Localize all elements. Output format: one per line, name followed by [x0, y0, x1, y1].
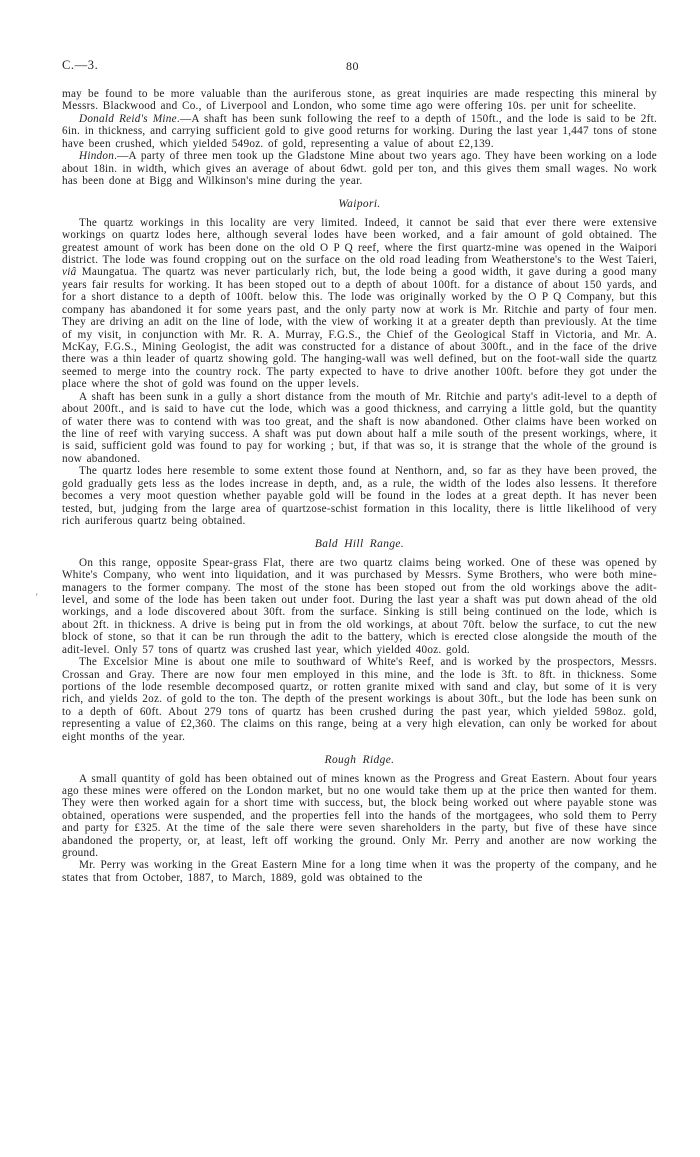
paragraph	[62, 773, 657, 860]
paragraph	[62, 391, 657, 466]
italic-lead-text: viâ	[62, 266, 77, 279]
paragraph	[62, 859, 657, 884]
paragraph-text: Mr. Perry was working in the Great Eastern Mine for a long time when it was the property of the company, and he states that from October, 1887, to March, 1889, gold was obtained to the	[62, 859, 657, 884]
paragraph-text: A small quantity of gold has been obtained out of mines known as the Progress and Great Eastern. About four years ago these mines were offered on the London market, but no one would take them up at the price then wanted for them. They were then worked again for a short time with success, but, the block being worked out where payable stone was obtained, operations were suspended, and the properties fell into the hands of the mortgagees, who sold them to Perry and party for £325. At the time of the sale there were seven shareholders in the party, but five of these have since abandoned the property, or, at least, left off working the ground. Only Mr. Perry and another are now working the ground.	[62, 772, 657, 860]
section-heading: Waipori.	[338, 198, 381, 211]
paragraph	[62, 557, 657, 656]
paragraph-text: may be found to be more valuable than the auriferous stone, as great inquiries are made respecting this mineral by Messrs. Blackwood and Co., of Liverpool and London, who some time ago were offering 10s. per unit for scheelite.	[62, 88, 657, 113]
paragraph	[62, 113, 657, 150]
paragraph-text: .—A party of three men took up the Gladstone Mine about two years ago. They have been working on a lode about 18in. in width, which gives an average of about 6dwt. gold per ton, and this gives them small wages. No work has been done at Bigg and Wilkinson's mine during the year.	[62, 150, 657, 187]
section-heading: Bald Hill Range.	[314, 538, 405, 551]
paragraph-text: A shaft has been sunk in a gully a short distance from the mouth of Mr. Ritchie and party's adit-level to a depth of about 200ft., and is said to have cut the lode, which was a good thickness, and carrying a little gold, but the quantity of water there was to contend with was too great, and the shaft is now abandoned. Other claims have been worked on the line of reef with varying success. A shaft was put down about half a mile south of the present workings, where, it is said, sufficient gold was found to pay for working ; but, if that was so, it is strange that the whole of the ground is now abandoned.	[62, 390, 657, 465]
paragraph-text: Maungatua. The quartz was never particularly rich, but, the lode being a good width, it gave during a good many years fair results for working. It has been stoped out to a depth of about 100ft. for a distance of about 150 yards, and for a short distance to a depth of 100ft. below this. The lode was originally worked by the O P Q Company, but this company has abandoned it for some years past, and the only party now at work is Mr. Ritchie and party of four men. They are driving an adit on the line of lode, with the view of working it at a greater depth than previously. At the time of my visit, in conjunction with Mr. R. A. Murray, F.G.S., the Chief of the Geological Staff in Victoria, and Mr. A. McKay, F.G.S., Mining Geologist, the adit was constructed for a distance of about 300ft., and in the face of the drive there was a thin leader of quartz showing gold. The hanging-wall was well defined, but on the foot-wall side the quartz seemed to merge into the country rock. The party expected to have to drive another 100ft. before they got under the place where the shot of gold was found on the upper levels.	[62, 266, 657, 391]
page-number: 80	[346, 59, 359, 73]
running-header	[62, 58, 657, 76]
paragraph	[62, 656, 657, 743]
scan-speck: '	[36, 592, 38, 602]
paragraph-text: On this range, opposite Spear-grass Flat, there are two quartz claims being worked. One of these was opened by White's Company, who went into liquidation, and it was purchased by Messrs. Syme Brothers, who were both mine-managers to the former company. The most of the stone has been stoped out from the old workings above the adit-level, and some of the lode has been taken out under foot. During the last year a shaft was put down ahead of the old workings, and a lode discovered about 30ft. from the surface. Sinking is still being continued on the lode, which is about 2ft. in thickness. A drive is being put in from the old workings, at about 70ft. below the surface, to cut the new block of stone, so that it can be run through the adit to the battery, which is erected close alongside the mouth of the adit-level. Only 57 tons of quartz was crushed last year, which yielded 40oz. gold.	[62, 556, 657, 656]
paragraph	[62, 88, 657, 113]
paragraph	[62, 217, 657, 391]
italic-lead-text: Hindon	[79, 150, 115, 163]
document-body	[62, 88, 657, 884]
section-heading: Rough Ridge.	[324, 754, 395, 767]
paragraph-text: The quartz workings in this locality are very limited. Indeed, it cannot be said that ever there were extensive workings on quartz lodes here, although several lodes have been worked, and a fair amount of gold obtained. The greatest amount of work has been done on the old O P Q reef, where the first quartz-mine was opened in the Waipori district. The lode was found cropping out on the surface on the old road leading from Weatherstone's to the West Taieri,	[62, 216, 657, 267]
paragraph	[62, 150, 657, 187]
paragraph	[62, 465, 657, 527]
italic-lead-text: Donald Reid's Mine	[79, 112, 177, 125]
paragraph-text: The Excelsior Mine is about one mile to southward of White's Reef, and is worked by the prospectors, Messrs. Crossan and Gray. There are now four men employed in this mine, and the lode is 3ft. to 8ft. in thickness. Some portions of the lode resemble decomposed quartz, or rotten granite mixed with sand and clay, but some of it is very rich, and yields 2oz. of gold to the ton. The depth of the present workings is about 30ft., but the lode has been sunk on to a depth of 60ft. About 279 tons of quartz has been crushed during the past year, which yielded 598oz. gold, representing a value of £2,360. The claims on this range, being at a very high elevation, can only be worked for about eight months of the year.	[62, 656, 657, 743]
report-code: C.—3.	[62, 58, 99, 72]
paragraph-text: The quartz lodes here resemble to some extent those found at Nenthorn, and, so far as they have been proved, the gold gradually gets less as the lodes increase in depth, and, as a rule, the width of the lodes also lessens. It therefore becomes a very moot question whether payable gold will be found in the lodes at a great depth. It has never been tested, but, judging from the large area of quartzose-schist formation in this locality, there is little likelihood of very rich auriferous quartz being obtained.	[62, 465, 657, 527]
paragraph-text: .—A shaft has been sunk following the reef to a depth of 150ft., and the lode is said to be 2ft. 6in. in thickness, and carrying sufficient gold to give good returns for working. During the last year 1,447 tons of stone have been crushed, which yielded 549oz. of gold, representing a value of about £2,139.	[62, 112, 657, 150]
